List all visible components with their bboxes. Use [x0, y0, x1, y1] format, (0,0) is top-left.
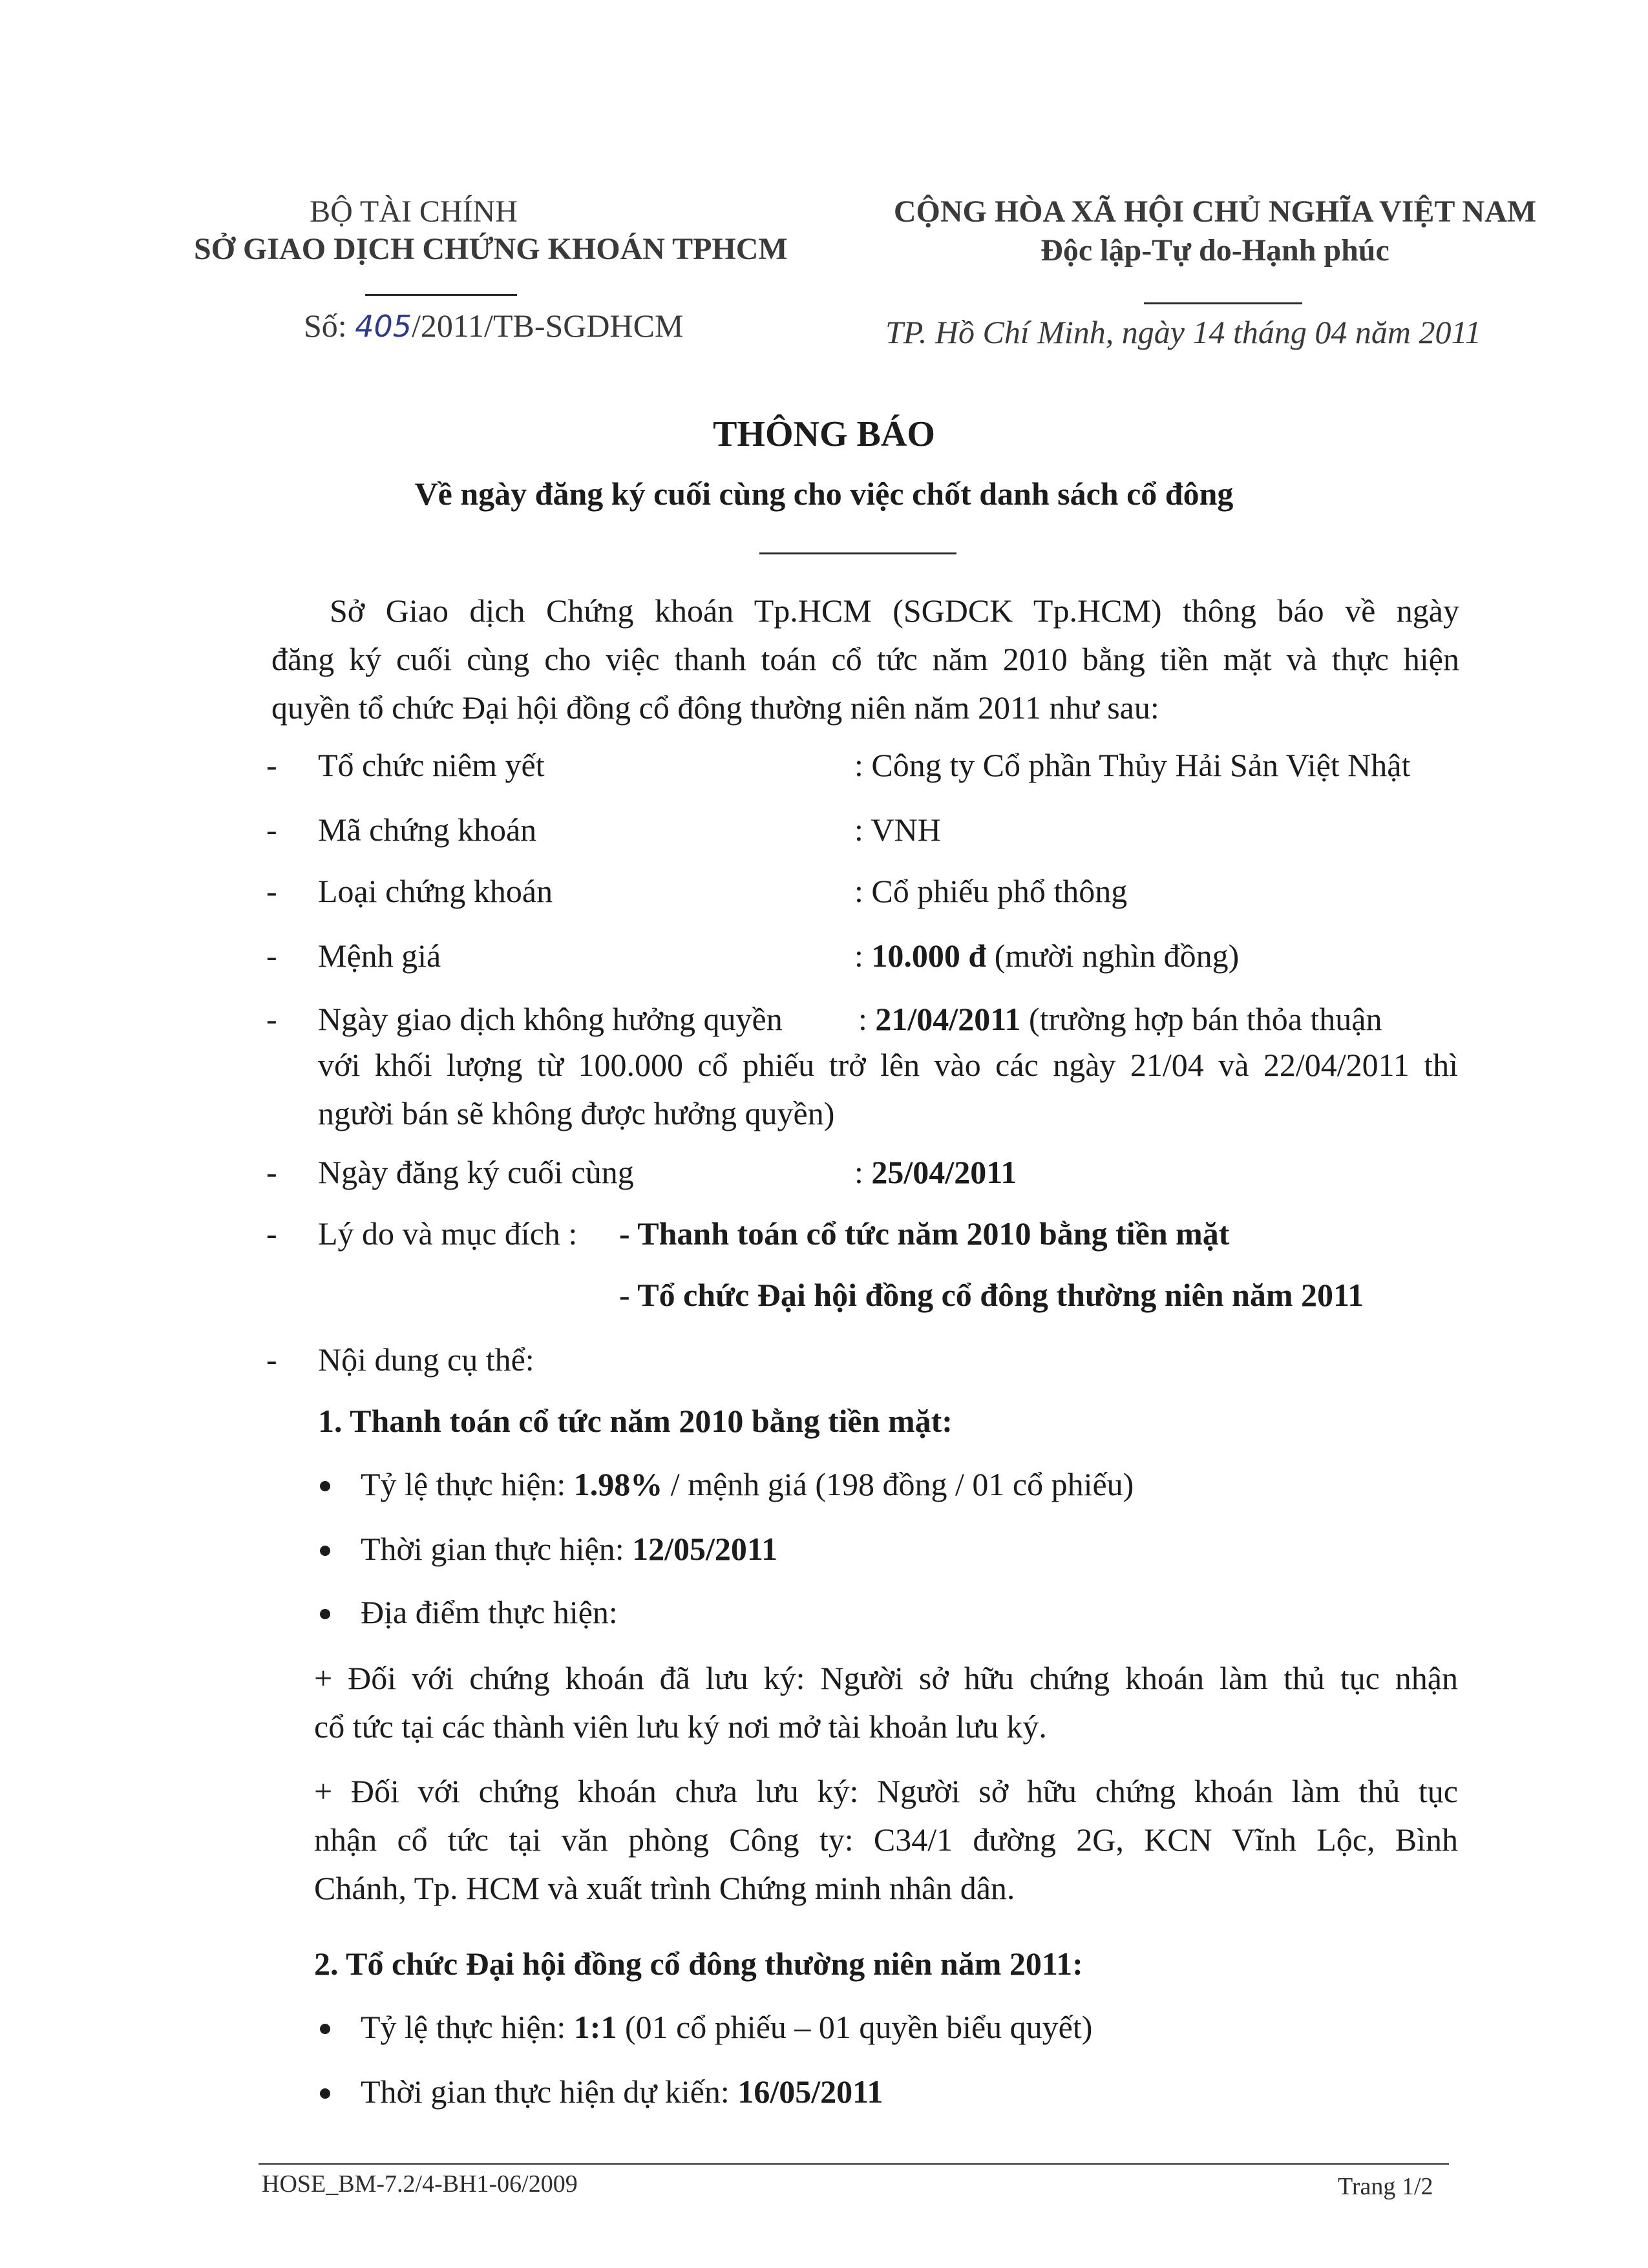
deposited-line: + Đối với chứng khoán đã lưu ký: Người sở hữu chứng khoán làm thủ tục nhận	[314, 1660, 1458, 1696]
page-subtitle: Về ngày đăng ký cuối cùng cho việc chốt danh sách cổ đông	[414, 476, 1234, 512]
section1-time	[361, 1530, 777, 1568]
ministry-name: BỘ TÀI CHÍNH	[310, 194, 518, 229]
motto: Độc lập-Tự do-Hạnh phúc	[1041, 233, 1389, 268]
purpose-2: - Tổ chức Đại hội đồng cổ đông thường niên năm 2011	[619, 1277, 1364, 1313]
par-words: (mười nghìn đồng)	[986, 938, 1240, 974]
par-label: Mệnh giá	[318, 938, 441, 974]
document-number	[304, 307, 683, 344]
par-amount: 10.000 đ	[871, 938, 987, 974]
bullet-icon	[320, 1546, 330, 1556]
handwritten-number: 405	[355, 309, 412, 344]
undeposited-line: + Đối với chứng khoán chưa lưu ký: Người sở hữu chứng khoán làm thủ tục	[314, 1773, 1458, 1809]
dash-marker: -	[266, 1154, 277, 1190]
bullet-icon	[320, 1609, 330, 1619]
dash-marker: -	[266, 873, 277, 909]
dash-marker: -	[266, 747, 277, 783]
header-left-rule	[365, 294, 517, 296]
exright-date: 21/04/2011	[875, 1001, 1021, 1037]
dash-marker: -	[266, 1215, 277, 1252]
deposited-paragraph	[314, 1654, 1458, 1751]
rate-note: (01 cổ phiếu – 01 quyền biểu quyết)	[617, 2009, 1093, 2045]
rate-value: 1.98%	[573, 1466, 663, 1502]
exright-label: Ngày giao dịch không hưởng quyền	[318, 1001, 783, 1037]
record-label: Ngày đăng ký cuối cùng	[318, 1154, 634, 1190]
section2-heading: 2. Tổ chức Đại hội đồng cổ đông thường niên năm 2011:	[314, 1946, 1083, 1982]
dash-marker: -	[266, 812, 277, 848]
exright-line: người bán sẽ không được hưởng quyền)	[318, 1095, 835, 1131]
undeposited-line: nhận cổ tức tại văn phòng Công ty: C34/1 đường 2G, KCN Vĩnh Lộc, Bình	[314, 1822, 1458, 1858]
intro-line: Sở Giao dịch Chứng khoán Tp.HCM (SGDCK Tp.HCM) thông báo về ngày	[330, 593, 1459, 629]
exright-line: với khối lượng từ 100.000 cổ phiếu trở lên vào các ngày 21/04 và 22/04/2011 thì	[318, 1047, 1458, 1083]
intro-paragraph	[271, 587, 1459, 732]
rate-label: Tỷ lệ thực hiện:	[361, 2009, 574, 2045]
purpose-label: Lý do và mục đích :	[318, 1215, 578, 1252]
undeposited-paragraph	[314, 1767, 1458, 1913]
footer-page-number: Trang 1/2	[1338, 2173, 1433, 2200]
bullet-icon	[320, 1481, 330, 1491]
code-value: : VNH	[854, 812, 941, 848]
time-label: Thời gian thực hiện dự kiến:	[361, 2074, 738, 2110]
bullet-icon	[320, 2088, 330, 2099]
org-value: : Công ty Cổ phần Thủy Hải Sản Việt Nhật	[854, 747, 1411, 783]
rate-value: 1:1	[573, 2009, 617, 2045]
dash-marker: -	[266, 938, 277, 974]
section1-place: Địa điểm thực hiện:	[361, 1594, 618, 1630]
time-value: 16/05/2011	[737, 2074, 883, 2110]
number-suffix: /2011/TB-SGDHCM	[412, 308, 684, 344]
org-label: Tổ chức niêm yết	[318, 747, 545, 783]
exchange-name: SỞ GIAO DỊCH CHỨNG KHOÁN TPHCM	[194, 232, 788, 266]
dash-marker: -	[266, 1341, 277, 1378]
exright-prefix: :	[858, 1001, 876, 1037]
code-label: Mã chứng khoán	[318, 812, 537, 848]
purpose-1: - Thanh toán cổ tức năm 2010 bằng tiền mặt	[619, 1215, 1230, 1252]
exright-note: (trường hợp bán thỏa thuận	[1020, 1001, 1382, 1037]
section1-rate	[361, 1465, 1134, 1503]
record-value	[854, 1153, 1017, 1191]
header-right-rule	[1144, 302, 1302, 304]
section1-heading: 1. Thanh toán cổ tức năm 2010 bằng tiền mặt:	[318, 1403, 953, 1439]
rate-note: / mệnh giá (198 đồng / 01 cổ phiếu)	[662, 1466, 1134, 1502]
intro-line: quyền tổ chức Đại hội đồng cổ đông thường niên năm 2011 như sau:	[271, 689, 1159, 726]
content-label: Nội dung cụ thể:	[318, 1341, 534, 1378]
page-title: THÔNG BÁO	[713, 414, 935, 454]
time-label: Thời gian thực hiện:	[361, 1531, 633, 1567]
exright-continuation	[318, 1041, 1458, 1138]
type-value: : Cổ phiếu phổ thông	[854, 873, 1128, 909]
time-value: 12/05/2011	[632, 1531, 778, 1567]
footer-form-code: HOSE_BM-7.2/4-BH1-06/2009	[262, 2170, 578, 2198]
record-prefix: :	[854, 1154, 872, 1190]
type-label: Loại chứng khoán	[318, 873, 553, 909]
exright-value	[858, 1000, 1382, 1038]
dash-marker: -	[266, 1001, 277, 1037]
deposited-line: cổ tức tại các thành viên lưu ký nơi mở tài khoản lưu ký.	[314, 1708, 1047, 1745]
section2-time	[361, 2073, 883, 2110]
footer-rule	[259, 2163, 1449, 2165]
number-prefix: Số:	[304, 308, 347, 344]
par-value	[854, 937, 1239, 974]
record-date: 25/04/2011	[871, 1154, 1017, 1190]
par-prefix: :	[854, 938, 872, 974]
country-name: CỘNG HÒA XÃ HỘI CHỦ NGHĨA VIỆT NAM	[893, 194, 1537, 229]
intro-line: đăng ký cuối cùng cho việc thanh toán cổ tức năm 2010 bằng tiền mặt và thực hiện	[271, 641, 1459, 677]
title-rule	[759, 552, 956, 554]
place-date: TP. Hồ Chí Minh, ngày 14 tháng 04 năm 2011	[885, 314, 1481, 350]
bullet-icon	[320, 2024, 330, 2034]
undeposited-line: Chánh, Tp. HCM và xuất trình Chứng minh nhân dân.	[314, 1870, 1015, 1906]
section2-rate	[361, 2008, 1092, 2046]
rate-label: Tỷ lệ thực hiện:	[361, 1466, 574, 1502]
